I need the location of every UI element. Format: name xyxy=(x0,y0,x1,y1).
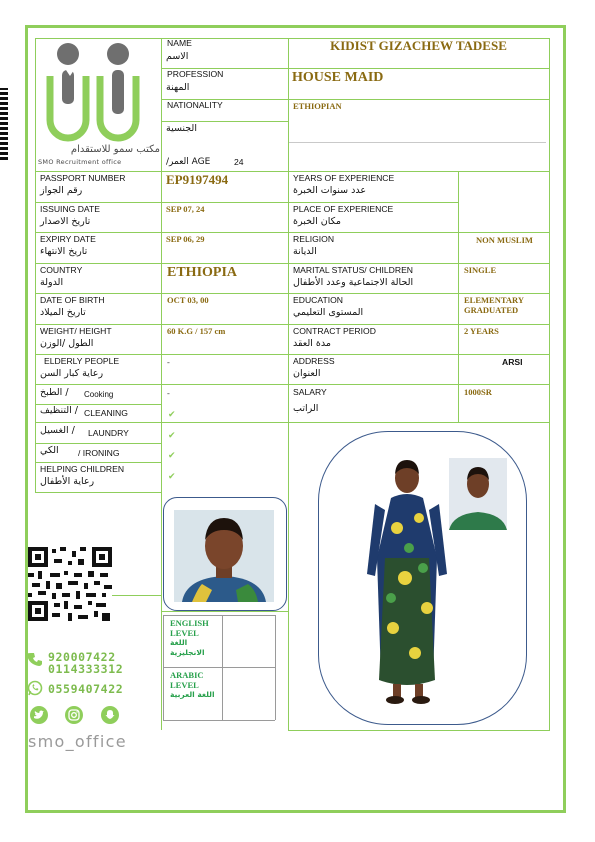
snapchat-icon[interactable] xyxy=(101,706,119,724)
cooking-label-arabic: الطبخ / xyxy=(40,387,69,398)
profession-label-arabic: المهنة xyxy=(166,82,190,93)
education-label-arabic: المستوى التعليمي xyxy=(293,307,364,318)
qr-code-icon xyxy=(28,547,112,621)
laundry-label-arabic: الغسيل / xyxy=(40,425,75,436)
salary-label-arabic: الراتب xyxy=(293,403,319,414)
candidate-name: KIDIST GIZACHEW TADESE xyxy=(330,38,507,53)
contract-value: 2 YEARS xyxy=(464,326,499,336)
passport-label-arabic: رقم الجواز xyxy=(40,185,83,196)
laundry-label: LAUNDRY xyxy=(88,428,129,438)
religion-label: RELIGION xyxy=(293,234,335,244)
helping-children-label: HELPING CHILDREN xyxy=(40,464,125,474)
arabic-level-label: ARABIC LEVEL اللغة العربية xyxy=(170,670,215,699)
nationality-label: NATIONALITY xyxy=(167,100,223,110)
full-body-photo-card xyxy=(318,431,527,725)
ironing-label-arabic: الكي xyxy=(40,445,59,456)
country-label: COUNTRY xyxy=(40,265,83,275)
address-value: ARSI xyxy=(502,357,523,367)
phone-icon xyxy=(28,652,44,668)
country-label-arabic: الدولة xyxy=(40,277,64,288)
twitter-icon[interactable] xyxy=(30,706,48,724)
portrait-photo-card xyxy=(163,497,287,611)
nationality-value: ETHIOPIAN xyxy=(293,101,342,111)
social-handle[interactable]: smo_office xyxy=(28,732,127,751)
name-label-arabic: الاسم xyxy=(166,51,189,62)
salary-label: SALARY xyxy=(293,387,327,397)
salary-value: 1000SR xyxy=(464,387,492,397)
side-barcode-strip xyxy=(0,88,8,160)
weight-height-value: 60 K.G / 157 cm xyxy=(167,326,226,336)
office-name-english: SMO Recruitment office xyxy=(38,158,122,166)
expiry-label-arabic: تاريخ الانتهاء xyxy=(40,246,88,257)
expiry-value: SEP 06, 29 xyxy=(166,234,205,244)
office-logo xyxy=(38,40,160,168)
issuing-label: ISSUING DATE xyxy=(40,204,101,214)
office-name-arabic: مكتب سمو للاستقدام xyxy=(70,144,160,155)
country-value: ETHIOPIA xyxy=(167,265,238,280)
issuing-label-arabic: تاريخ الاصدار xyxy=(40,216,91,227)
issuing-value: SEP 07, 24 xyxy=(166,204,205,214)
ironing-label: / IRONING xyxy=(78,448,120,458)
phone-number-2[interactable]: 0114333312 xyxy=(48,662,124,676)
passport-label: PASSPORT NUMBER xyxy=(40,173,126,183)
helping-children-label-arabic: رعاية الأطفال xyxy=(40,476,95,487)
cleaning-label-arabic: التنظيف / xyxy=(40,405,78,416)
elderly-label-arabic: رعاية كبار السن xyxy=(40,368,104,379)
contract-label: CONTRACT PERIOD xyxy=(293,326,376,336)
portrait-photo xyxy=(174,510,274,602)
address-label: ADDRESS xyxy=(293,356,335,366)
place-experience-label-arabic: مكان الخبرة xyxy=(293,216,341,227)
religion-label-arabic: الديانة xyxy=(293,246,317,257)
english-level-label: ENGLISH LEVEL اللغة الانجليزية xyxy=(170,618,209,657)
education-label: EDUCATION xyxy=(293,295,343,305)
cooking-value: - xyxy=(167,388,170,398)
years-experience-label-arabic: عدد سنوات الخبرة xyxy=(293,185,366,196)
nationality-label-arabic: الجنسية xyxy=(166,123,197,134)
elderly-label: ELDERLY PEOPLE xyxy=(44,356,120,366)
weight-height-label: WEIGHT/ HEIGHT xyxy=(40,326,112,336)
religion-value: NON MUSLIM xyxy=(476,235,533,245)
education-value: ELEMENTARY GRADUATED xyxy=(464,295,524,315)
address-label-arabic: العنوان xyxy=(293,368,321,379)
dob-label-arabic: تاريخ الميلاد xyxy=(40,307,86,318)
logo-mark xyxy=(42,40,152,142)
age-label: /العمر AGE xyxy=(166,157,211,167)
marital-label-arabic: الحالة الاجتماعية وعدد الأطفال xyxy=(293,277,414,288)
helping-children-check-icon: ✔ xyxy=(168,472,176,482)
marital-value: SINGLE xyxy=(464,265,497,275)
age-value: 24 xyxy=(234,157,244,167)
ironing-check-icon: ✔ xyxy=(168,451,176,461)
expiry-label: EXPIRY DATE xyxy=(40,234,96,244)
whatsapp-number[interactable]: 0559407422 xyxy=(48,682,124,696)
name-label: NAME xyxy=(167,38,192,48)
place-experience-label: PLACE OF EXPERIENCE xyxy=(293,204,394,214)
profession-label: PROFESSION xyxy=(167,69,224,79)
whatsapp-icon xyxy=(27,680,43,696)
cleaning-check-icon: ✔ xyxy=(168,410,176,420)
phone-number-1[interactable]: 920007422 xyxy=(48,650,116,664)
profession-value: HOUSE MAID xyxy=(292,70,384,85)
instagram-icon[interactable] xyxy=(65,706,83,724)
weight-height-label-arabic: الطول /الوزن xyxy=(40,338,94,349)
elderly-value: - xyxy=(167,357,170,367)
contract-label-arabic: مدة العقد xyxy=(293,338,331,349)
marital-label: MARITAL STATUS/ CHILDREN xyxy=(293,265,414,275)
years-experience-label: YEARS OF EXPERIENCE xyxy=(293,173,395,183)
passport-value: EP9197494 xyxy=(166,172,229,187)
laundry-check-icon: ✔ xyxy=(168,431,176,441)
full-body-photo xyxy=(335,458,507,708)
dob-label: DATE OF BIRTH xyxy=(40,295,105,305)
cleaning-label: CLEANING xyxy=(84,408,128,418)
dob-value: OCT 03, 00 xyxy=(167,295,209,305)
cooking-label: Cooking xyxy=(84,390,114,399)
